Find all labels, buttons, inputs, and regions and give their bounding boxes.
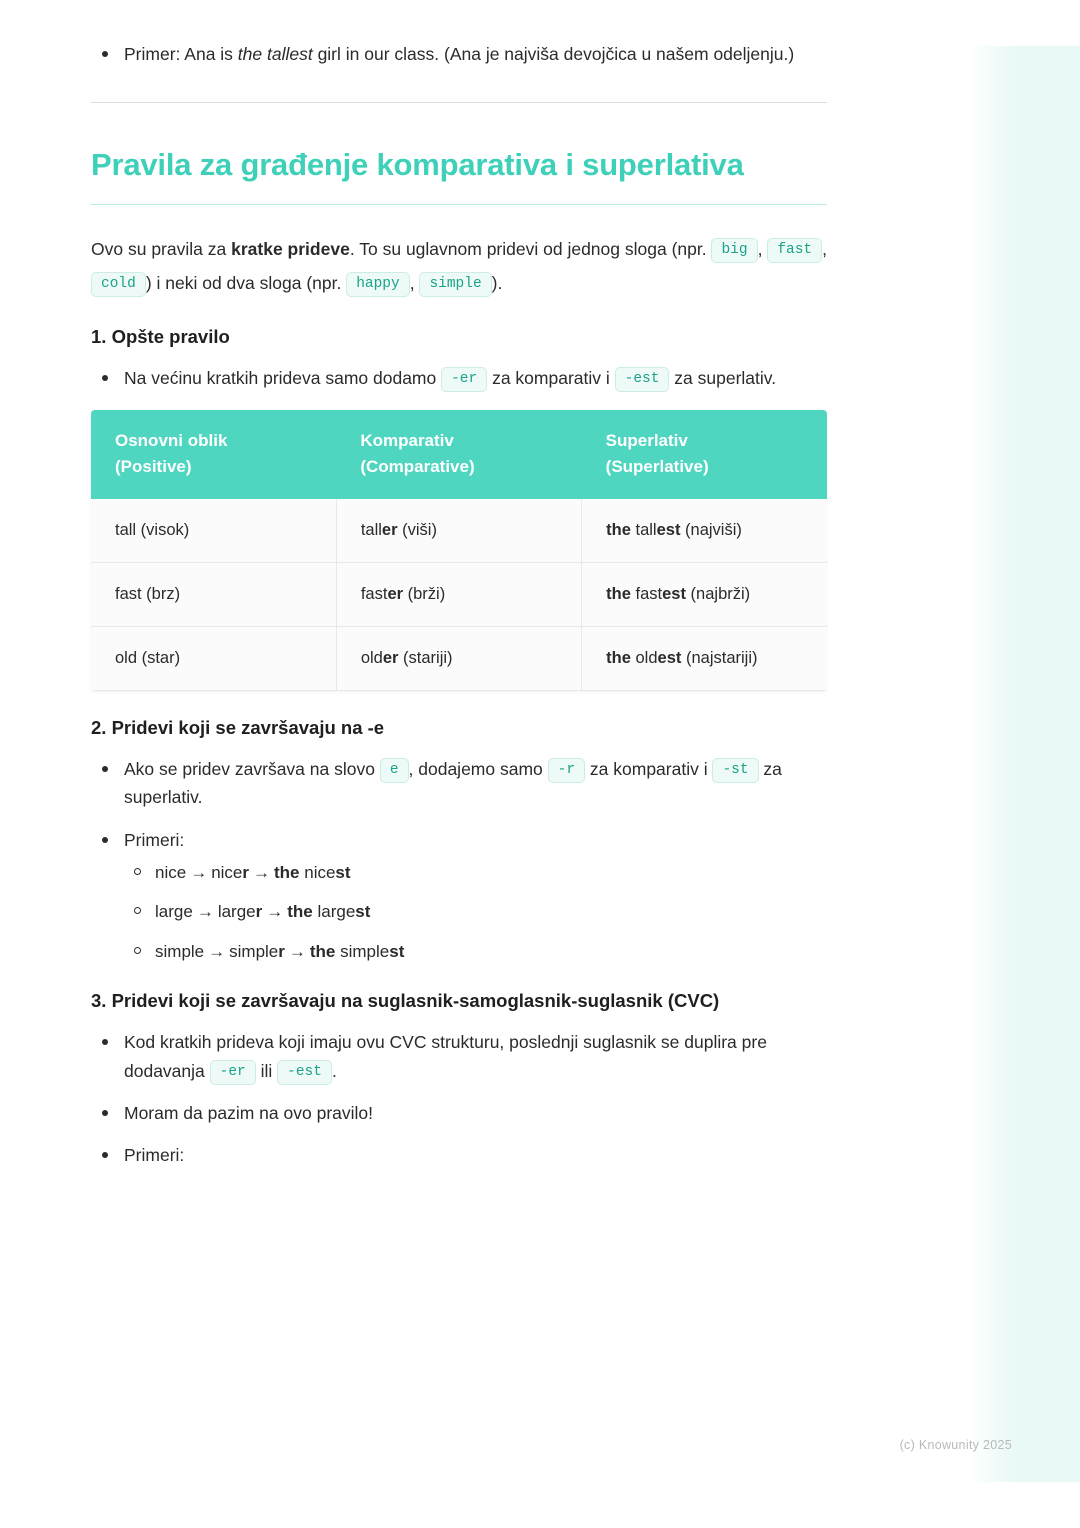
- superlative-article: the: [606, 584, 636, 603]
- cell-superlative: [582, 626, 827, 690]
- list-item: Moram da pazim na ovo pravilo!: [91, 1099, 827, 1127]
- comparative-gloss: (brži): [403, 584, 446, 603]
- rule-2-example-list: [124, 860, 827, 965]
- superlative-gloss: (najbrži): [685, 584, 751, 603]
- cell-superlative: [582, 562, 827, 626]
- intro-text-1: Ovo su pravila za: [91, 239, 232, 260]
- intro-bullet-list: [91, 40, 827, 68]
- table-header: [91, 410, 827, 499]
- section-divider: [91, 102, 827, 103]
- table-body: [91, 499, 827, 691]
- list-item: Primeri:: [91, 1141, 827, 1169]
- superlative-suffix: est: [657, 648, 682, 667]
- example-superlative-stem: large: [317, 902, 356, 922]
- superlative-gloss: (najviši): [680, 520, 742, 539]
- example-superlative-stem: simple: [340, 941, 390, 961]
- column-header-superlative-line2: (Superlative): [605, 457, 709, 477]
- cell-positive: tall (visok): [91, 499, 336, 563]
- superlative-stem: tall: [635, 520, 657, 539]
- example-superlative-suffix: st: [389, 941, 405, 961]
- example-comparative-suffix: r: [242, 862, 249, 882]
- superlative-article: the: [606, 648, 636, 667]
- column-header-comparative-line1: Komparativ: [360, 431, 454, 451]
- list-item: [91, 826, 827, 965]
- rule1-text-3: za superlativ.: [669, 367, 777, 388]
- example-superlative-article: the: [274, 862, 305, 882]
- example-superlative-stem: nice: [304, 862, 336, 882]
- document-content: [91, 40, 827, 1184]
- rule2-text-3: za komparativ i: [585, 758, 713, 779]
- superlative-article: the: [606, 520, 636, 539]
- intro-bullet-italic: the tallest: [237, 44, 313, 64]
- comparative-suffix: er: [387, 584, 404, 603]
- intro-text-4: ).: [491, 272, 503, 293]
- rule-1-bullet-list: [91, 364, 827, 392]
- code-chip-happy: happy: [346, 272, 410, 297]
- superlative-stem: old: [635, 648, 658, 667]
- list-item: [91, 364, 827, 392]
- intro-text-3: ) i neki od dva sloga (npr.: [145, 272, 347, 293]
- column-header-positive-line2: (Positive): [115, 457, 192, 477]
- rule2-text-2: , dodajemo samo: [408, 758, 548, 779]
- cell-positive: fast (brz): [91, 562, 336, 626]
- list-item: [124, 860, 827, 886]
- example-base: simple: [155, 941, 205, 961]
- arrow-glyph: →: [266, 902, 284, 922]
- intro-text-2: . To su uglavnom pridevi od jednog sloga (npr.: [349, 239, 712, 260]
- code-chip-simple: simple: [419, 272, 491, 297]
- example-comparative-stem: simple: [229, 941, 279, 961]
- comparative-table: [91, 410, 827, 691]
- table-row: [91, 562, 827, 626]
- code-chip-e: e: [380, 758, 409, 783]
- comparative-suffix: er: [381, 520, 398, 539]
- example-comparative-suffix: r: [255, 902, 263, 922]
- comparative-stem: tall: [360, 520, 382, 539]
- comparative-stem: fast: [360, 584, 388, 603]
- table-row: [91, 499, 827, 563]
- column-header-comparative: [336, 410, 581, 499]
- column-header-superlative: [582, 410, 827, 499]
- table-header-row: [91, 410, 827, 499]
- rule3-text-3: .: [331, 1060, 337, 1081]
- rule-2-bullet-list: [91, 755, 827, 965]
- intro-sep-2: ,: [822, 239, 827, 260]
- page-title: Pravila za građenje komparativa i superlativa: [91, 147, 744, 183]
- comparative-suffix: er: [382, 648, 399, 667]
- code-chip-er-2: -er: [210, 1060, 256, 1085]
- list-item: [91, 1028, 827, 1085]
- comparative-stem: old: [360, 648, 383, 667]
- example-comparative-stem: nice: [211, 862, 243, 882]
- comparative-gloss: (stariji): [398, 648, 453, 667]
- column-header-positive: [91, 410, 336, 499]
- arrow-glyph: →: [208, 941, 226, 961]
- example-superlative-suffix: st: [355, 902, 371, 922]
- code-chip-est-2: -est: [277, 1060, 332, 1085]
- cell-superlative: [582, 499, 827, 563]
- rule-3-heading: 3. Pridevi koji se završavaju na suglasnik-samoglasnik-suglasnik (CVC): [91, 990, 720, 1012]
- superlative-suffix: est: [662, 584, 686, 603]
- example-base: nice: [155, 862, 187, 882]
- example-comparative-stem: large: [217, 902, 256, 922]
- example-superlative-article: the: [309, 941, 341, 961]
- rule-2-heading: 2. Pridevi koji se završavaju na -e: [91, 716, 385, 738]
- comparative-gloss: (viši): [397, 520, 437, 539]
- arrow-glyph: →: [253, 862, 270, 882]
- superlative-gloss: (najstariji): [681, 648, 758, 667]
- code-chip-st: -st: [712, 758, 758, 783]
- column-header-positive-line1: Osnovni oblik: [115, 431, 228, 451]
- example-superlative-suffix: st: [335, 862, 351, 882]
- column-header-superlative-line1: Superlativ: [605, 431, 688, 451]
- list-item: [91, 40, 827, 68]
- cell-comparative: [336, 562, 581, 626]
- cell-positive: old (star): [91, 626, 336, 690]
- rule1-text-1: Na većinu kratkih prideva samo dodamo: [124, 367, 442, 388]
- code-chip-cold: cold: [91, 272, 146, 297]
- example-comparative-suffix: r: [278, 941, 285, 961]
- rule1-text-2: za komparativ i: [487, 367, 615, 388]
- superlative-suffix: est: [656, 520, 681, 539]
- example-base: large: [155, 902, 193, 922]
- example-superlative-article: the: [287, 902, 318, 922]
- list-item: [124, 939, 827, 965]
- rule2-text-1: Ako se pridev završava na slovo: [124, 758, 380, 779]
- code-chip-r: -r: [548, 758, 585, 783]
- title-underline: [91, 204, 827, 205]
- intro-bullet-suffix: girl in our class. (Ana je najviša devojčica u našem odeljenju.): [312, 44, 795, 64]
- rule2-text-4: za superlativ.: [124, 758, 782, 808]
- decorative-side-band-inner: [1016, 46, 1080, 1482]
- arrow-glyph: →: [288, 941, 306, 961]
- column-header-comparative-line2: (Comparative): [360, 457, 475, 477]
- cell-comparative: [336, 499, 581, 563]
- table-row: [91, 626, 827, 690]
- code-chip-est: -est: [615, 367, 670, 392]
- arrow-glyph: →: [190, 862, 208, 882]
- rule3-text-2: ili: [255, 1060, 278, 1081]
- code-chip-er: -er: [441, 367, 487, 392]
- rule-3-bullet-list: [91, 1028, 827, 1169]
- watermark: (c) Knowunity 2025: [899, 1438, 1012, 1452]
- intro-bold-1: kratke prideve: [231, 239, 350, 260]
- list-item: [91, 755, 827, 812]
- code-chip-fast: fast: [767, 238, 822, 263]
- rule-1-heading: 1. Opšte pravilo: [91, 325, 230, 347]
- code-chip-big: big: [711, 238, 757, 263]
- intro-paragraph: [91, 233, 827, 300]
- list-item: [124, 899, 827, 925]
- rule2-examples-label: Primeri:: [124, 829, 185, 850]
- rule3-text-1: Kod kratkih prideva koji imaju ovu CVC strukturu, poslednji suglasnik se duplira pre dodavanja: [124, 1032, 767, 1081]
- intro-bullet-prefix: Primer: Ana is: [124, 44, 238, 64]
- arrow-glyph: →: [196, 902, 214, 922]
- cell-comparative: [336, 626, 581, 690]
- intro-sep-1: ,: [757, 239, 768, 260]
- superlative-stem: fast: [635, 584, 663, 603]
- intro-sep-3: ,: [409, 272, 420, 293]
